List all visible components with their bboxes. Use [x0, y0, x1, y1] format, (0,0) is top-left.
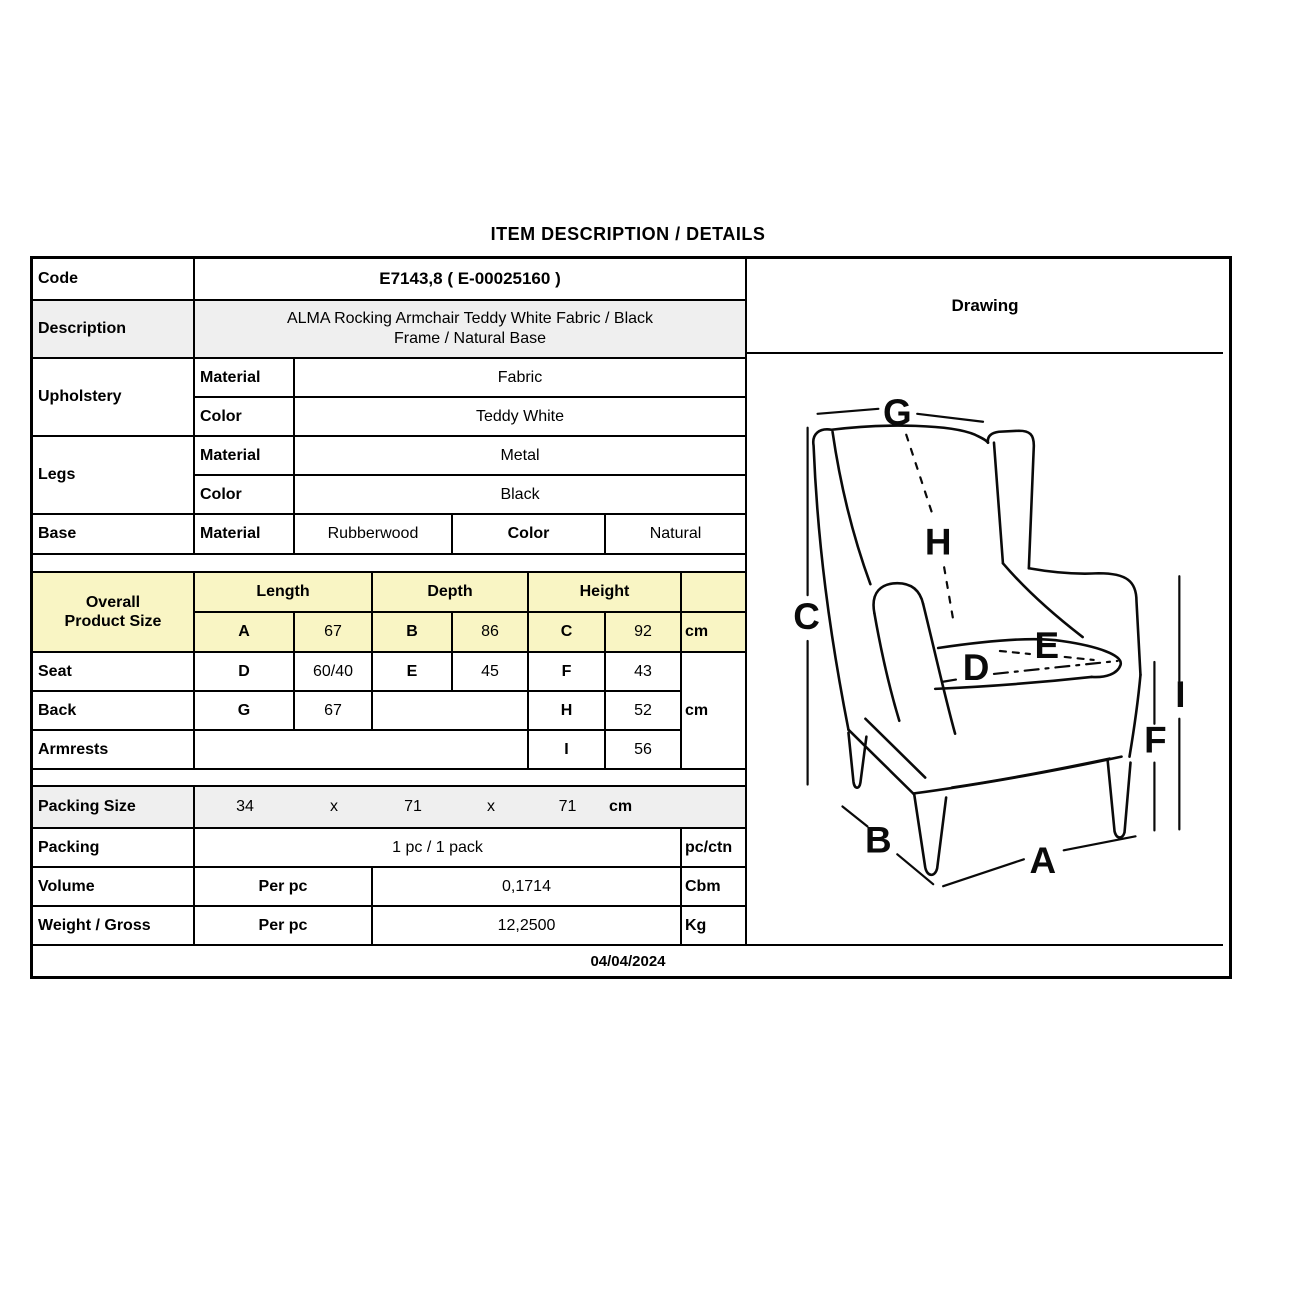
- spacer-row: [33, 555, 745, 573]
- upholstery-material-value: Fabric: [295, 359, 745, 398]
- upholstery-color-value: Teddy White: [295, 398, 745, 437]
- volume-per-pc: Per pc: [195, 868, 373, 907]
- legs-color-value: Black: [295, 476, 745, 515]
- back-empty-cell: [373, 692, 529, 731]
- dim-label-c: C: [793, 596, 820, 638]
- dim-value-h: 52: [606, 692, 682, 731]
- code-value: E7143,8 ( E-00025160 ): [195, 259, 745, 301]
- back-label: Back: [33, 692, 195, 731]
- packing-dim-2: 71: [404, 798, 422, 815]
- dim-value-e: 45: [453, 653, 529, 692]
- dim-label-b: B: [865, 819, 892, 861]
- volume-label: Volume: [33, 868, 195, 907]
- dim-label-h: H: [924, 521, 952, 563]
- packing-sep-1: x: [330, 798, 338, 815]
- base-label: Base: [33, 515, 195, 555]
- dim-letter-b: B: [373, 613, 453, 653]
- legs-material-label: Material: [195, 437, 295, 476]
- dim-value-i: 56: [606, 731, 682, 770]
- packing-size-grid: [195, 787, 745, 827]
- dim-value-g: 67: [295, 692, 373, 731]
- dim-label-g: G: [882, 391, 912, 433]
- packing-dim-3: 71: [558, 798, 577, 815]
- code-label: Code: [33, 259, 195, 301]
- dim-letter-i: I: [529, 731, 606, 770]
- dim-value-c: 92: [606, 613, 682, 653]
- dim-letter-e: E: [373, 653, 453, 692]
- packing-sep-2: x: [487, 798, 495, 815]
- volume-value: 0,1714: [373, 868, 682, 907]
- spacer-row: [33, 770, 745, 787]
- dim-label-e: E: [1034, 624, 1060, 666]
- dim-letter-f: F: [529, 653, 606, 692]
- weight-per-pc: Per pc: [195, 907, 373, 946]
- weight-unit: Kg: [682, 907, 745, 946]
- page-title: ITEM DESCRIPTION / DETAILS: [490, 224, 766, 244]
- height-header: Height: [529, 573, 682, 613]
- size-header-empty: [682, 573, 745, 613]
- packing-size-values: [195, 787, 745, 829]
- body-dims-unit: cm: [682, 653, 745, 770]
- date-row: [33, 946, 1223, 976]
- dim-letter-g: G: [195, 692, 295, 731]
- packing-dim-1: 34: [236, 798, 254, 815]
- base-color-value: Natural: [606, 515, 745, 555]
- armrests-empty-cell: [195, 731, 529, 770]
- dim-value-f: 43: [606, 653, 682, 692]
- overall-unit: cm: [682, 613, 745, 653]
- date-value: 04/04/2024: [590, 952, 666, 970]
- description-text: ALMA Rocking Armchair Teddy White Fabric / Black Frame / Natural Base: [286, 310, 654, 347]
- dim-letter-d: D: [195, 653, 295, 692]
- legs-color-label: Color: [195, 476, 295, 515]
- armchair-drawing: [747, 354, 1223, 942]
- packing-label: Packing: [33, 829, 195, 868]
- dim-letter-c: C: [529, 613, 606, 653]
- drawing-area: [747, 354, 1223, 946]
- armrests-label: Armrests: [33, 731, 195, 770]
- upholstery-material-label: Material: [195, 359, 295, 398]
- base-material-label: Material: [195, 515, 295, 555]
- dim-label-d: D: [962, 646, 990, 688]
- dim-label-f: F: [1144, 719, 1167, 761]
- description-value: [195, 301, 745, 359]
- packing-unit: pc/ctn: [682, 829, 745, 868]
- weight-label: Weight / Gross: [33, 907, 195, 946]
- spec-table: [30, 256, 1232, 979]
- legs-material-value: Metal: [295, 437, 745, 476]
- overall-size-label-line2: Product Size: [64, 613, 162, 630]
- dim-label-i: I: [1175, 673, 1186, 715]
- volume-unit: Cbm: [682, 868, 745, 907]
- overall-size-label: [33, 573, 195, 653]
- base-color-label: Color: [453, 515, 606, 555]
- base-material-value: Rubberwood: [295, 515, 453, 555]
- dim-letter-h: H: [529, 692, 606, 731]
- dim-label-a: A: [1029, 840, 1057, 882]
- dimension-lines: [808, 409, 1180, 886]
- drawing-header: Drawing: [747, 259, 1223, 354]
- upholstery-label: Upholstery: [33, 359, 195, 437]
- length-header: Length: [195, 573, 373, 613]
- packing-value: 1 pc / 1 pack: [195, 829, 682, 868]
- packing-size-label: Packing Size: [33, 787, 195, 829]
- weight-value: 12,2500: [373, 907, 682, 946]
- dim-value-b: 86: [453, 613, 529, 653]
- legs-label: Legs: [33, 437, 195, 515]
- dim-letter-a: A: [195, 613, 295, 653]
- upholstery-color-label: Color: [195, 398, 295, 437]
- depth-header: Depth: [373, 573, 529, 613]
- description-label: Description: [33, 301, 195, 359]
- drawing-section: [745, 259, 1223, 946]
- dim-value-a: 67: [295, 613, 373, 653]
- seat-label: Seat: [33, 653, 195, 692]
- dim-value-d: 60/40: [295, 653, 373, 692]
- packing-size-unit: cm: [609, 798, 633, 815]
- overall-size-label-line1: Overall: [85, 593, 141, 611]
- spec-grid: [33, 259, 745, 946]
